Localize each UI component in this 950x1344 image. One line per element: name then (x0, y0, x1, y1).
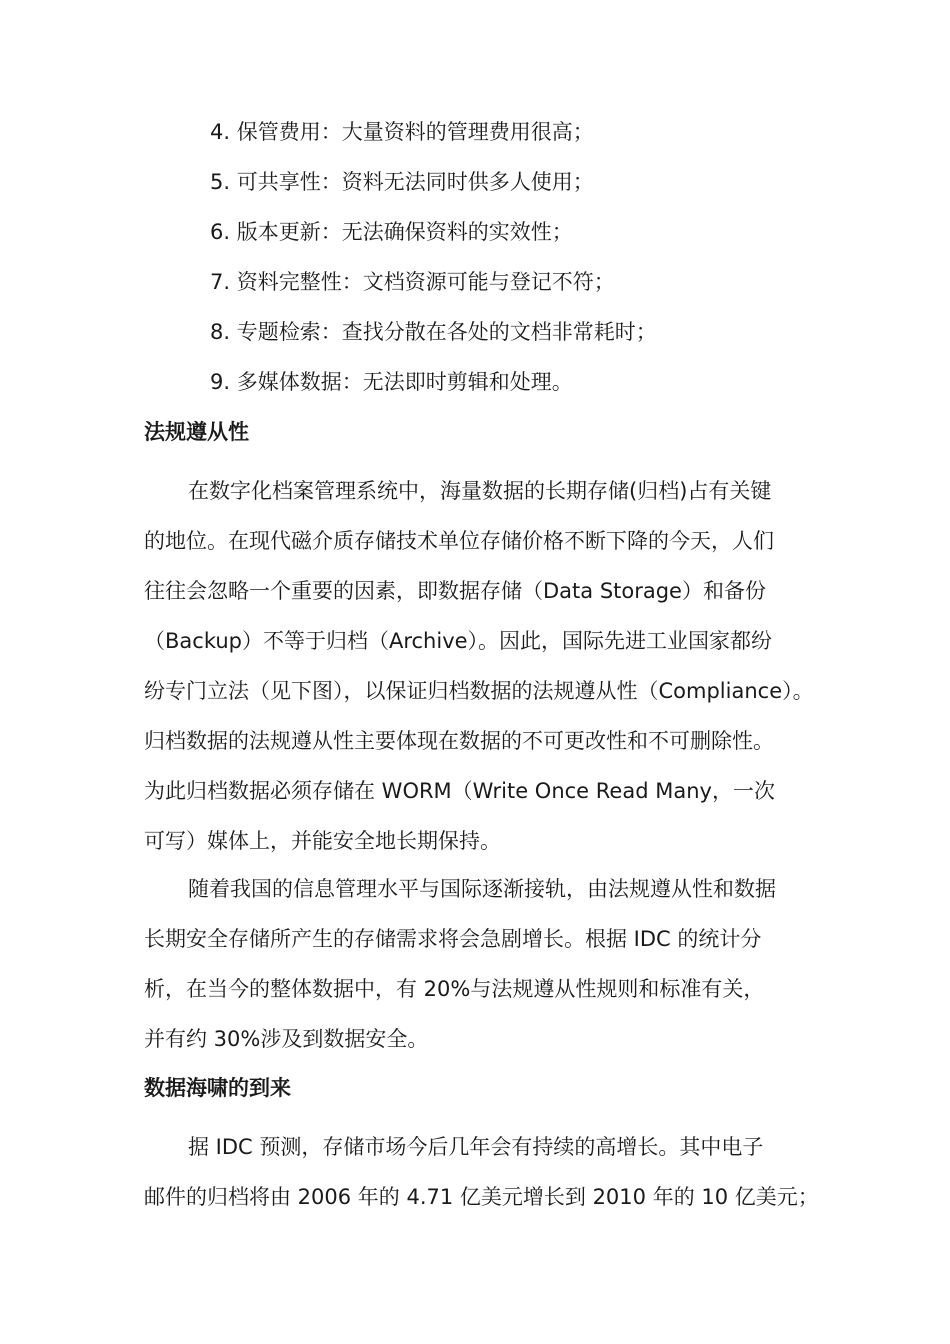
list-item: 5. 可共享性：资料无法同时供多人使用； (210, 170, 594, 194)
paragraph-line: 往往会忽略一个重要的因素，即数据存储（Data Storage）和备份 (144, 579, 766, 603)
paragraph-line: 长期安全存储所产生的存储需求将会急剧增长。根据 IDC 的统计分 (144, 927, 762, 951)
paragraph-line: 据 IDC 预测，存储市场今后几年会有持续的高增长。其中电子 (188, 1135, 764, 1159)
list-item: 4. 保管费用：大量资料的管理费用很高； (210, 120, 594, 144)
paragraph-line: 析，在当今的整体数据中，有 20%与法规遵从性规则和标准有关， (144, 977, 765, 1001)
paragraph-compliance-2 (144, 864, 824, 1064)
section-heading-compliance: 法规遵从性 (144, 420, 249, 444)
paragraph-line: 在数字化档案管理系统中，海量数据的长期存储(归档)占有关键 (188, 479, 772, 503)
paragraph-line: （Backup）不等于归档（Archive）。因此，国际先进工业国家都纷 (144, 629, 773, 653)
paragraph-line: 随着我国的信息管理水平与国际逐渐接轨，由法规遵从性和数据 (188, 877, 776, 901)
list-item: 7. 资料完整性：文档资源可能与登记不符； (210, 270, 615, 294)
paragraph-line: 纷专门立法（见下图），以保证归档数据的法规遵从性（Compliance）。 (144, 679, 814, 703)
paragraph-line: 的地位。在现代磁介质存储技术单位存储价格不断下降的今天，人们 (144, 529, 774, 553)
paragraph-compliance-1 (144, 466, 824, 866)
problem-list (210, 110, 657, 410)
paragraph-data-tsunami-1 (144, 1122, 824, 1222)
paragraph-line: 并有约 30%涉及到数据安全。 (144, 1027, 429, 1051)
paragraph-line: 归档数据的法规遵从性主要体现在数据的不可更改性和不可删除性。 (144, 729, 774, 753)
paragraph-line: 邮件的归档将由 2006 年的 4.71 亿美元增长到 2010 年的 10 亿美元； (144, 1185, 819, 1209)
section-heading-data-tsunami: 数据海啸的到来 (144, 1076, 291, 1100)
list-item: 9. 多媒体数据：无法即时剪辑和处理。 (210, 370, 573, 394)
list-item: 6. 版本更新：无法确保资料的实效性； (210, 220, 573, 244)
list-item: 8. 专题检索：查找分散在各处的文档非常耗时； (210, 320, 657, 344)
paragraph-line: 可写）媒体上，并能安全地长期保持。 (144, 829, 501, 853)
paragraph-line: 为此归档数据必须存储在 WORM（Write Once Read Many，一次 (144, 779, 775, 803)
